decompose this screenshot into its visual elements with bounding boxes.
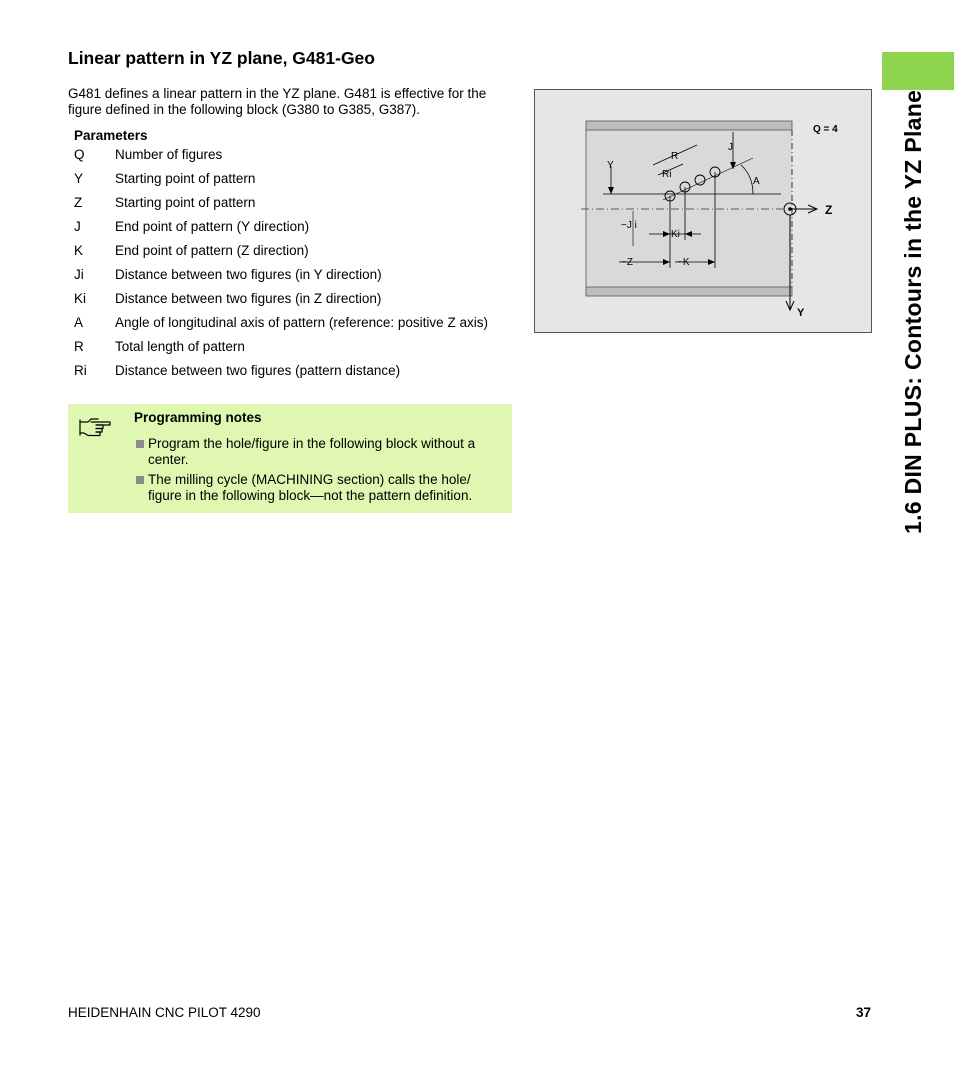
parameter-row xyxy=(74,339,514,363)
bullet-square-icon xyxy=(136,440,144,448)
parameter-description: Angle of longitudinal axis of pattern (reference: positive Z axis) xyxy=(115,315,488,330)
parameter-row xyxy=(74,195,514,219)
ri-label: Ri xyxy=(662,169,672,180)
parameter-code: Ki xyxy=(74,291,87,306)
parameter-code: A xyxy=(74,315,84,330)
parameter-description: Starting point of pattern xyxy=(115,195,256,210)
k-label: −K xyxy=(677,257,690,268)
parameter-row xyxy=(74,291,514,315)
parameter-description: Number of figures xyxy=(115,147,223,162)
workpiece-surface xyxy=(586,121,792,296)
workpiece-top-band xyxy=(586,121,792,130)
j-label: J xyxy=(728,142,733,153)
parameter-row xyxy=(74,267,514,291)
ji-label: −J i xyxy=(621,220,637,231)
parameter-code: J xyxy=(74,219,81,234)
parameter-description: End point of pattern (Y direction) xyxy=(115,219,310,234)
parameter-row xyxy=(74,315,514,339)
parameter-code: Ri xyxy=(74,363,87,378)
z-label: −Z xyxy=(621,257,633,268)
side-chapter-title: 1.6 DIN PLUS: Contours in the YZ Plane xyxy=(900,89,926,534)
r-label: R xyxy=(671,151,679,162)
ki-label: Ki xyxy=(671,229,680,240)
parameter-row xyxy=(74,363,514,387)
note-item xyxy=(134,472,504,504)
parameter-row xyxy=(74,243,514,267)
parameter-row xyxy=(74,147,514,171)
parameter-description: Distance between two figures (pattern distance) xyxy=(115,363,401,378)
parameter-code: Y xyxy=(74,171,84,186)
parameter-code: R xyxy=(74,339,84,354)
section-title: Linear pattern in YZ plane, G481-Geo xyxy=(68,48,375,68)
parameter-row xyxy=(74,171,514,195)
pointing-hand-icon xyxy=(78,416,112,440)
pattern-diagram-svg xyxy=(535,90,873,334)
workpiece-bottom-band xyxy=(586,287,792,296)
q-label: Q = 4 xyxy=(813,124,838,135)
a-label: A xyxy=(753,176,760,187)
pattern-diagram xyxy=(534,89,872,333)
parameter-description: Starting point of pattern xyxy=(115,171,256,186)
parameter-description: Total length of pattern xyxy=(115,339,245,354)
note-text: Program the hole/figure in the following block without a center. xyxy=(148,436,476,467)
note-text: The milling cycle (MACHINING section) calls the hole/ figure in the following block—not the pattern definition. xyxy=(148,472,473,503)
parameter-code: K xyxy=(74,243,84,258)
parameter-description: End point of pattern (Z direction) xyxy=(115,243,309,258)
page-number: 37 xyxy=(856,1005,872,1020)
intro-paragraph: G481 defines a linear pattern in the YZ plane. G481 is effective for the figure defined in the following block (G380 to G385, G387). xyxy=(68,86,487,117)
note-item xyxy=(134,436,504,468)
parameter-description: Distance between two figures (in Y direction) xyxy=(115,267,382,282)
parameter-list xyxy=(74,147,514,387)
parameters-heading: Parameters xyxy=(74,128,148,143)
y-dimension-label: Y xyxy=(607,160,614,171)
parameter-description: Distance between two figures (in Z direction) xyxy=(115,291,382,306)
footer-product-name: HEIDENHAIN CNC PILOT 4290 xyxy=(68,1005,261,1020)
parameter-code: Q xyxy=(74,147,85,162)
parameter-code: Z xyxy=(74,195,83,210)
bullet-square-icon xyxy=(136,476,144,484)
notes-title: Programming notes xyxy=(134,410,262,425)
programming-notes-box xyxy=(68,404,512,513)
parameter-row xyxy=(74,219,514,243)
parameter-code: Ji xyxy=(74,267,84,282)
z-axis-label: Z xyxy=(825,203,833,217)
y-axis-label: Y xyxy=(797,307,805,319)
